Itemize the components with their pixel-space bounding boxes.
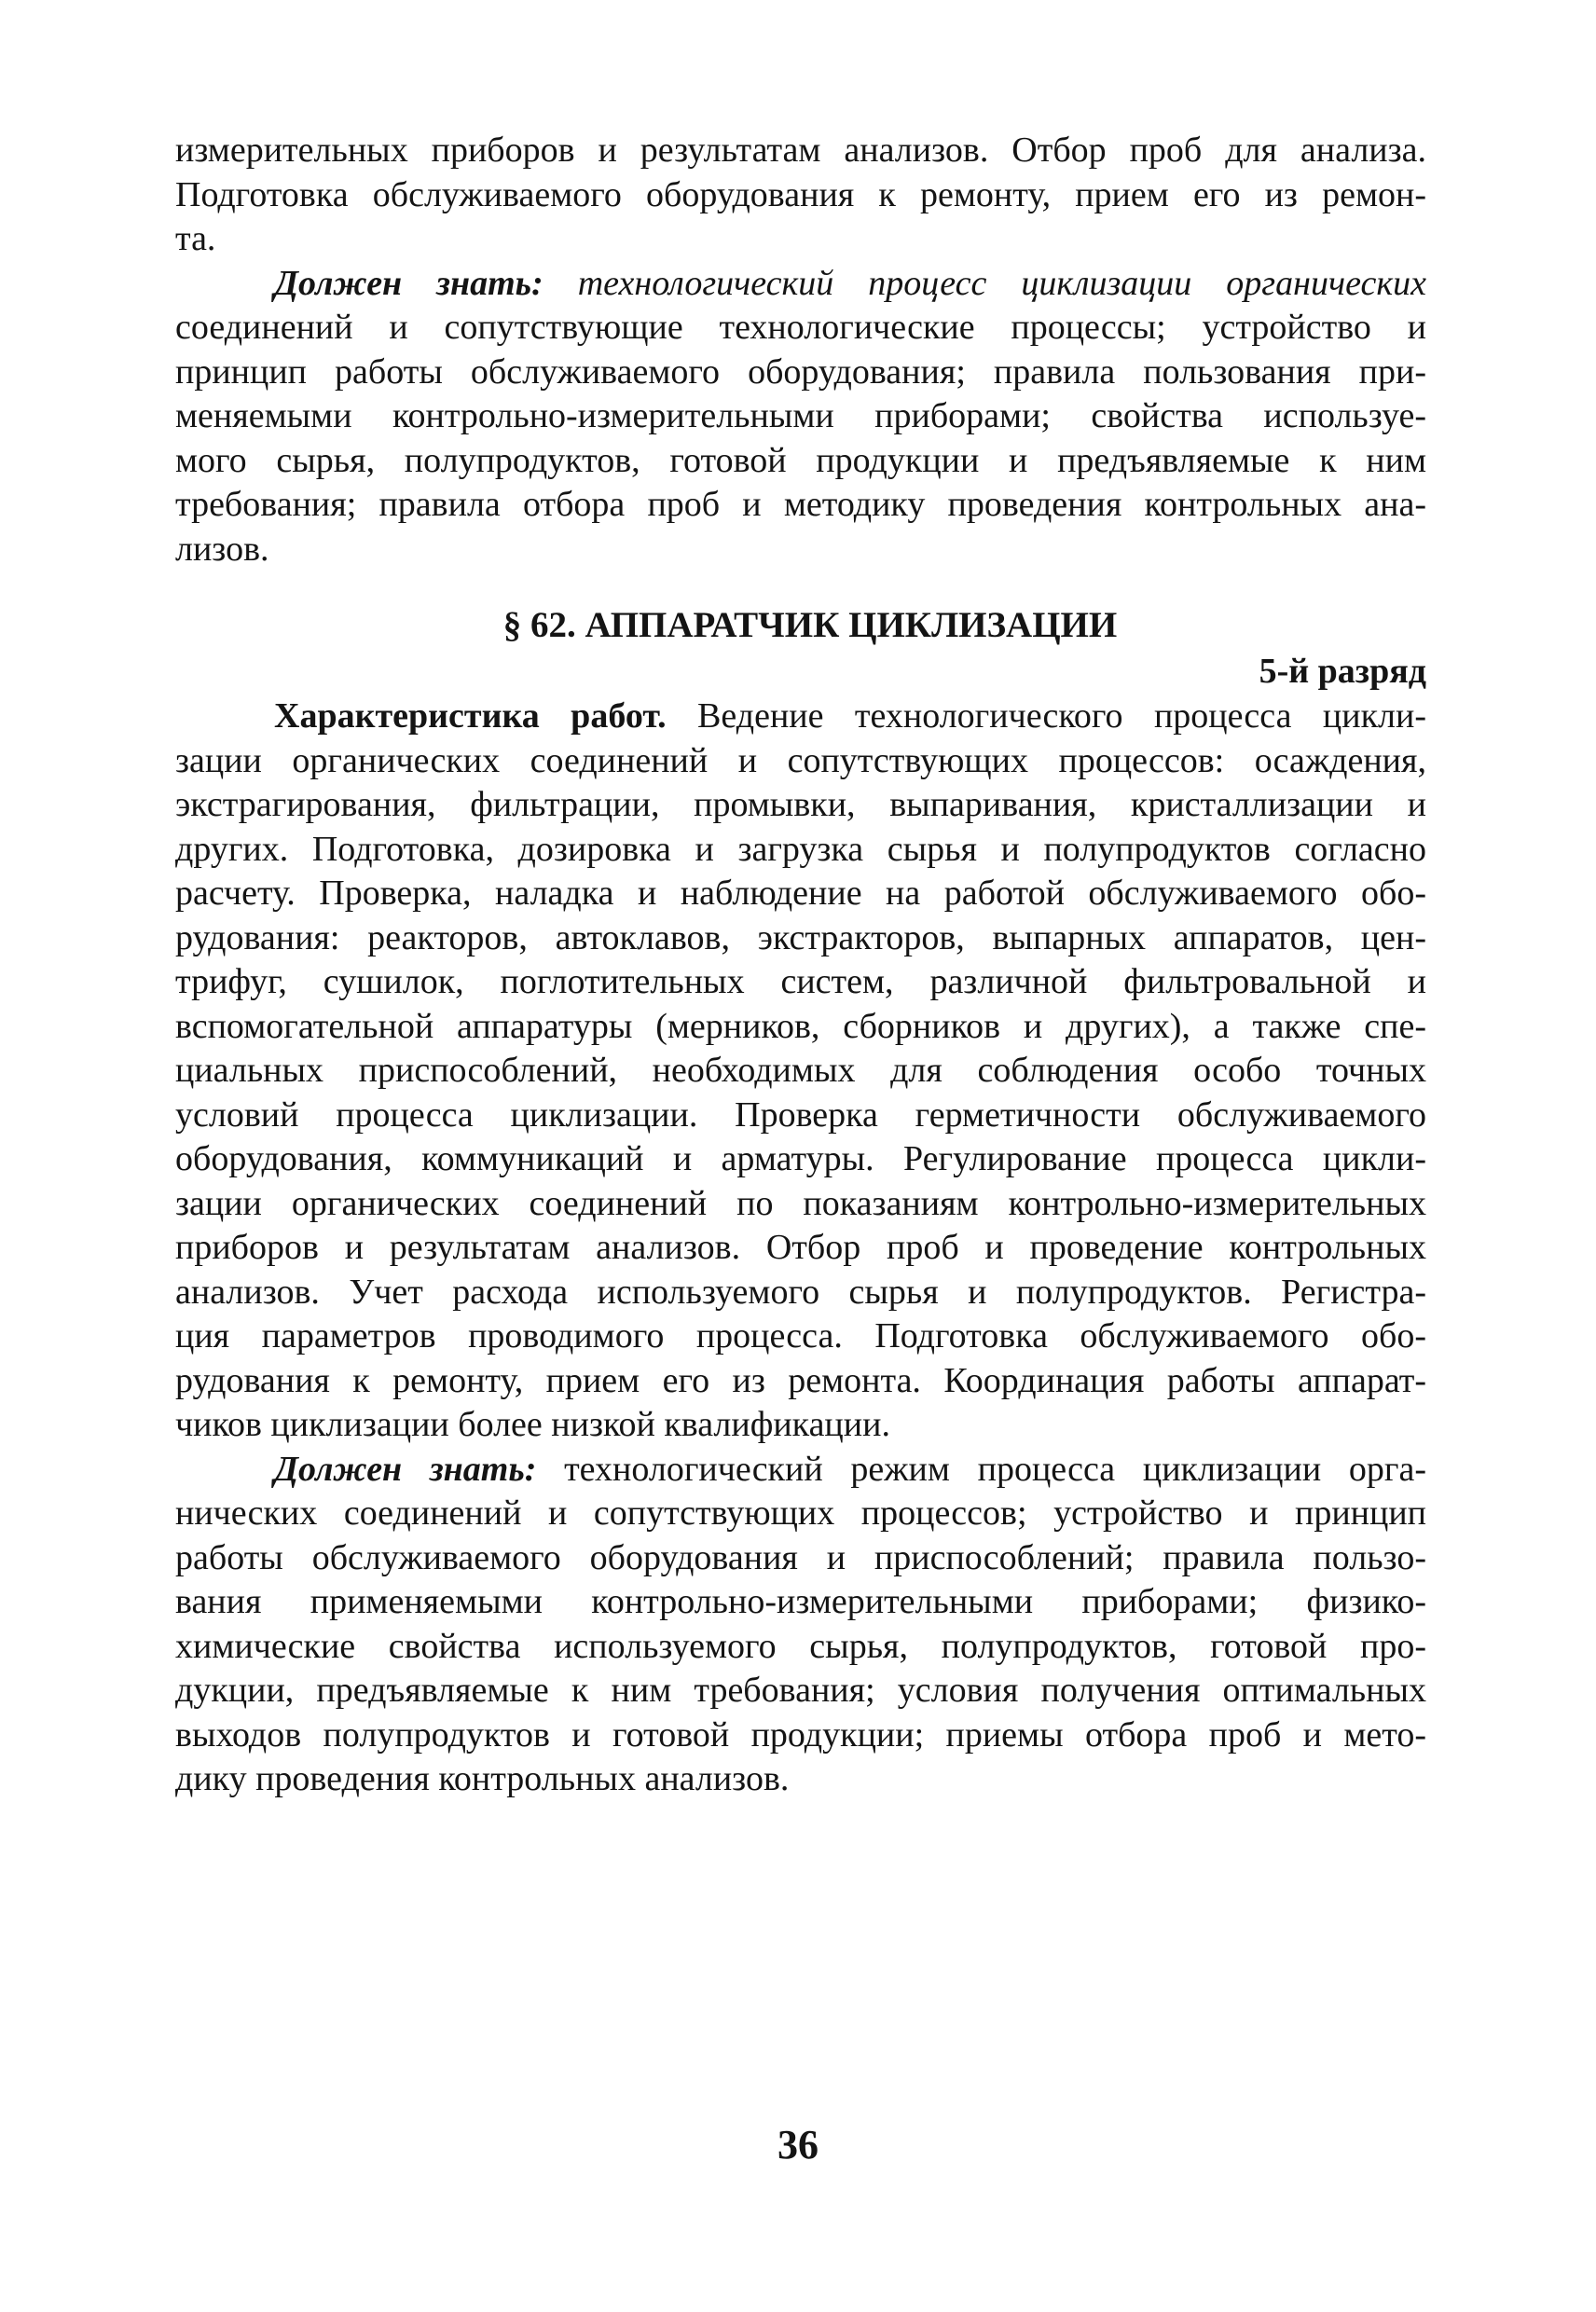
text-line: вания применяемыми контрольно-измерительными приборами; физико- xyxy=(175,1582,1426,1621)
text-line: условий процесса циклизации. Проверка герметичности обслуживаемого xyxy=(175,1094,1426,1135)
text-line: других. Подготовка, дозировка и загрузка сырья и полупродуктов согласно xyxy=(175,829,1426,869)
paragraph-must-know-2 xyxy=(175,1448,1426,1802)
characteristics-label: Характеристика работ. xyxy=(274,696,667,736)
text-line: лизов. xyxy=(175,529,269,569)
text-line: рудования: реакторов, автоклавов, экстракторов, выпарных аппаратов, цен- xyxy=(175,917,1426,957)
text-line: чиков циклизации более низкой квалификации. xyxy=(175,1405,890,1444)
paragraph-top xyxy=(175,129,1426,262)
section-header xyxy=(175,603,1426,695)
text-line: ция параметров проводимого процесса. Подготовка обслуживаемого обо- xyxy=(175,1316,1426,1356)
text-line: химические свойства используемого сырья, полупродуктов, готовой про- xyxy=(175,1626,1426,1666)
text-line: зации органических соединений и сопутствующих процессов: осаждения, xyxy=(175,740,1426,780)
text-line: соединений и сопутствующие технологические процессы; устройство и xyxy=(175,308,1426,347)
grade-label: 5-й разряд xyxy=(1259,652,1426,691)
page-content xyxy=(175,129,1426,1802)
text-line: мого сырья, полупродуктов, готовой продукции и предъявляемые к ним xyxy=(175,440,1426,480)
text-line: трифуг, сушилок, поглотительных систем, различной фильтровальной и xyxy=(175,962,1426,1001)
must-know-text: технологический режим процесса циклизации орга- xyxy=(536,1449,1426,1489)
text-line: выходов полупродуктов и готовой продукции; приемы отбора проб и мето- xyxy=(175,1714,1426,1755)
text-line: приборов и результатам анализов. Отбор проб и проведение контрольных xyxy=(175,1228,1426,1267)
page-number: 36 xyxy=(777,2122,819,2168)
text-line: требования; правила отбора проб и методику проведения контрольных ана- xyxy=(175,485,1426,524)
text-line: та. xyxy=(175,219,216,258)
text-line: оборудования, коммуникаций и арматуры. Регулирование процесса цикли- xyxy=(175,1139,1426,1178)
text-line: циальных приспособлений, необходимых для соблюдения особо точных xyxy=(175,1051,1426,1090)
must-know-label: Должен знать: xyxy=(274,1449,537,1489)
text-line: работы обслуживаемого оборудования и приспособлений; правила пользо- xyxy=(175,1537,1426,1577)
must-know-text: технологический процесс циклизации органических xyxy=(543,263,1426,303)
text-line: Подготовка обслуживаемого оборудования к ремонту, прием его из ремон- xyxy=(175,174,1426,214)
text-line: нических соединений и сопутствующих процессов; устройство и принцип xyxy=(175,1493,1426,1533)
text-line: дику проведения контрольных анализов. xyxy=(175,1759,790,1798)
text-line: экстрагирования, фильтрации, промывки, выпаривания, кристаллизации и xyxy=(175,785,1426,824)
must-know-label: Должен знать: xyxy=(274,263,543,303)
text-line: вспомогательной аппаратуры (мерников, сборников и других), а также спе- xyxy=(175,1006,1426,1046)
text-line: принцип работы обслуживаемого оборудования; правила пользования при- xyxy=(175,351,1426,392)
text-line xyxy=(175,1448,1426,1493)
paragraph-characteristics xyxy=(175,695,1426,1448)
text-line xyxy=(175,262,1426,307)
text-line: анализов. Учет расхода используемого сырья и полупродуктов. Регистра- xyxy=(175,1272,1426,1312)
text-line xyxy=(175,695,1426,739)
paragraph-must-know-1 xyxy=(175,262,1426,572)
text-line: дукции, предъявляемые к ним требования; условия получения оптимальных xyxy=(175,1671,1426,1710)
text-line: рудования к ремонту, прием его из ремонта. Координация работы аппарат- xyxy=(175,1360,1426,1400)
text-line: измерительных приборов и результатам анализов. Отбор проб для анализа. xyxy=(175,131,1426,170)
section-title: § 62. АППАРАТЧИК ЦИКЛИЗАЦИИ xyxy=(502,605,1118,645)
characteristics-text: Ведение технологического процесса цикли- xyxy=(666,696,1426,736)
text-line: меняемыми контрольно-измерительными приборами; свойства используе- xyxy=(175,396,1426,435)
text-line: расчету. Проверка, наладка и наблюдение на работой обслуживаемого обо- xyxy=(175,874,1426,913)
text-line: зации органических соединений по показаниям контрольно-измерительных xyxy=(175,1183,1426,1223)
